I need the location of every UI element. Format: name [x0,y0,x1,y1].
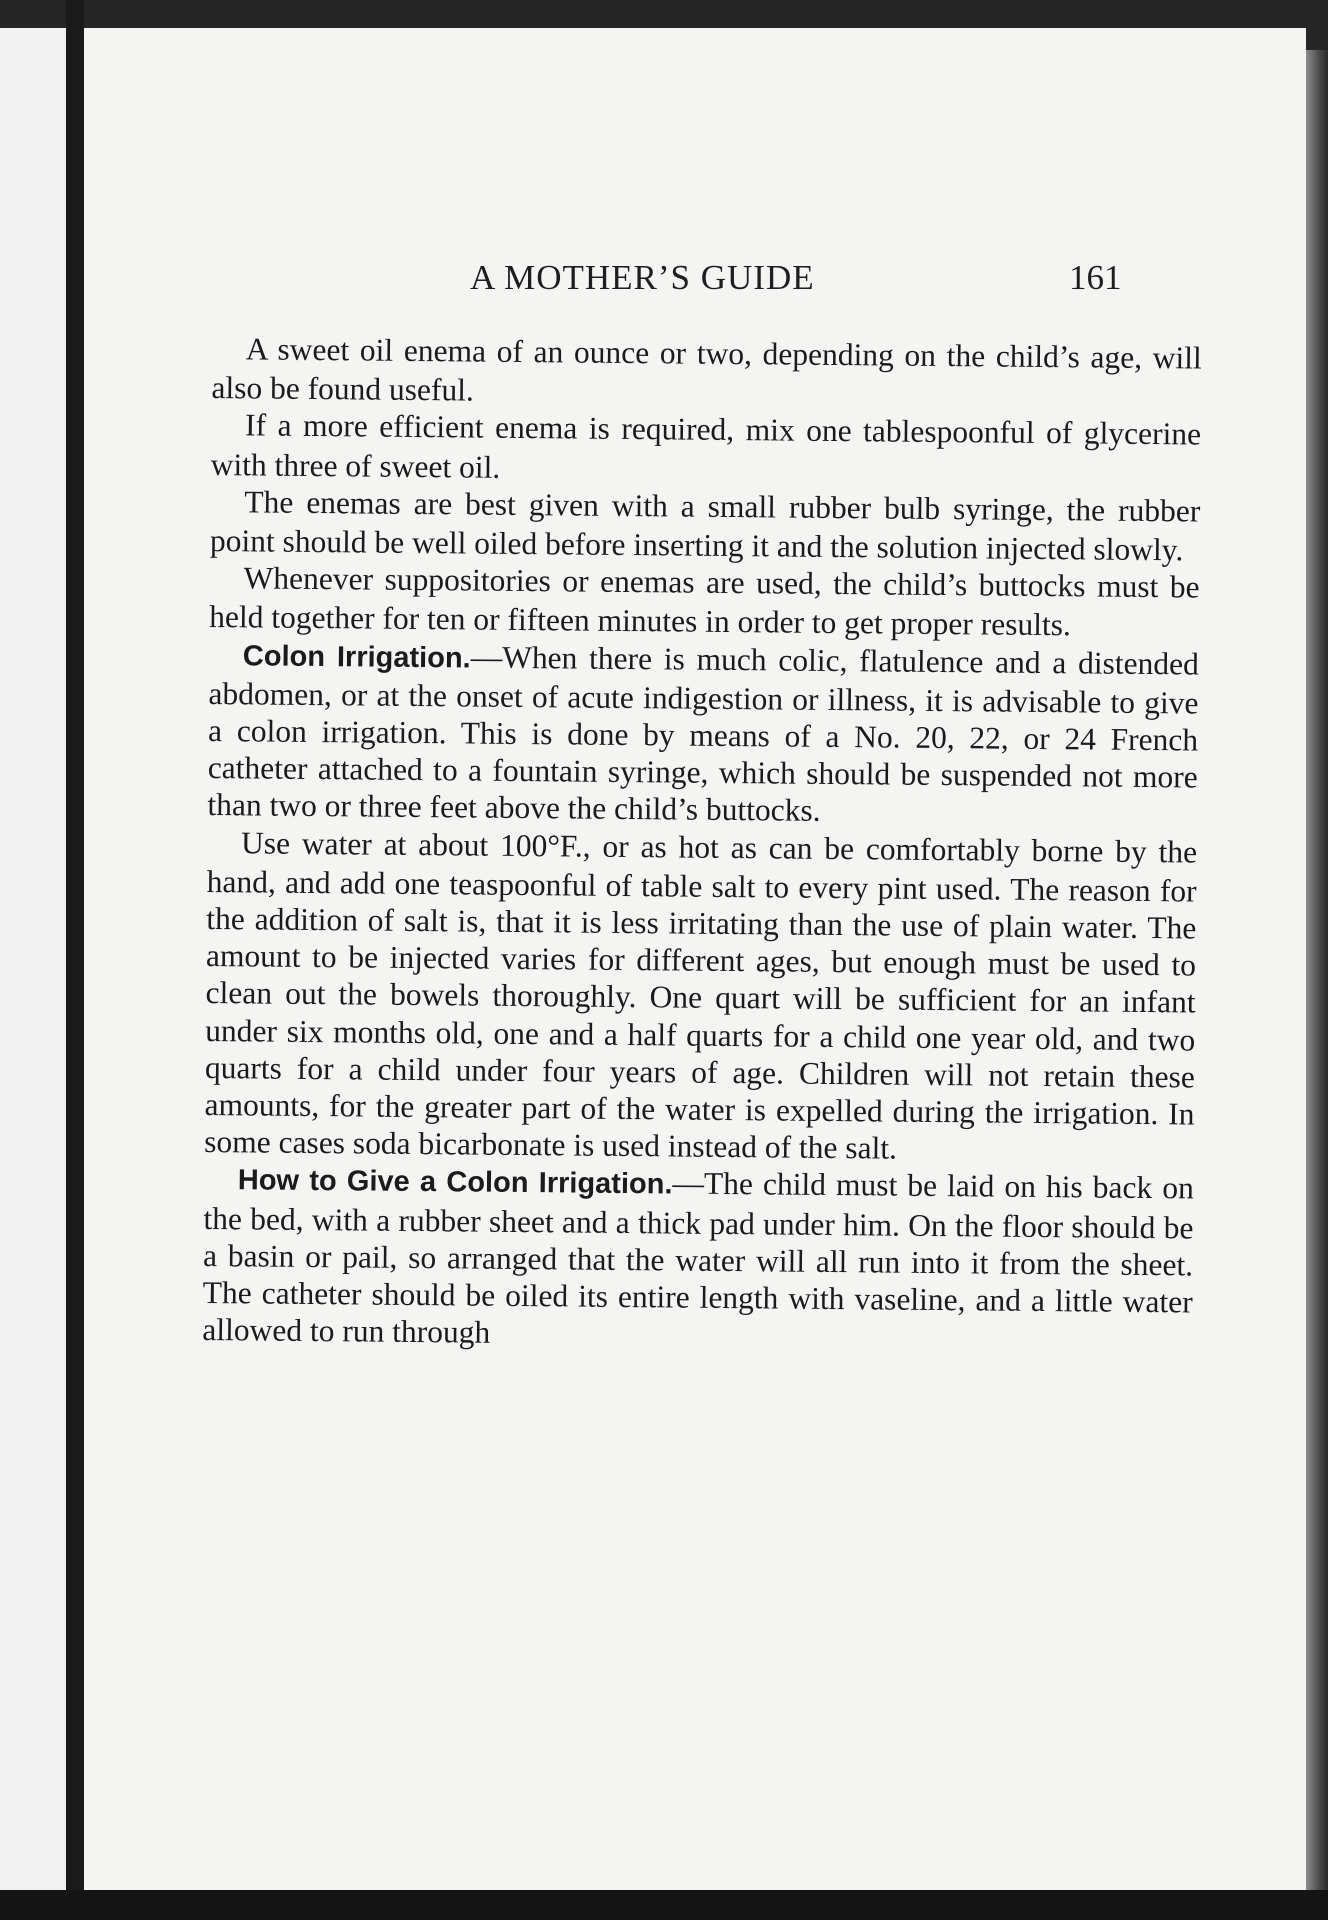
paragraph [211,330,1202,416]
paragraph [210,483,1201,569]
paragraph-heading: Colon Irrigation. [242,639,471,675]
running-head: A MOTHER’S GUIDE [470,258,815,297]
paragraph-text: If a more efficient enema is required, mix one tablespoonful of glycerine with three of sweet oil. [210,407,1202,485]
book-page [84,28,1306,1890]
paragraph-heading: How to Give a Colon Irrigation. [237,1164,673,1201]
scan-bottom-border [0,1890,1328,1920]
paragraph-text: —The child must be laid on his back on the bed, with a rubber sheet and a thick pad under him. On the floor should be a basin or pail, so arranged that the water will all run into it from the sheet. The catheter should be oiled its entire length with vaseline, and a little water allowed to run through [202,1165,1194,1350]
facing-page-edge [0,28,66,1890]
book-gutter [66,0,84,1920]
paragraph [204,824,1197,1170]
paragraph-text: A sweet oil enema of an ounce or two, depending on the child’s age, will also be found useful. [211,331,1202,408]
paragraph-text: Whenever suppositories or enemas are used, the child’s buttocks must be held together for ten or fifteen minutes in order to get proper results. [209,560,1200,643]
paragraph-text: Use water at about 100°F., or as hot as can be comfortably borne by the hand, and add one teaspoonful of table salt to every pint used. The reason for the addition of salt is, that it is less irritating than the use of plain water. The amount to be injected varies for different ages, but enough must be used to clean out the bowels thoroughly. One quart will be sufficient for an infant under six months old, one and a half quarts for a child one year old, and two quarts for a child under four years of age. Children will not retain these amounts, for the greater part of the water is expelled during the irrigation. In some cases soda bicarbonate is used instead of the salt. [204,824,1198,1166]
paragraph-colon-irrigation [207,636,1199,834]
paragraph [209,559,1200,645]
page-header [84,258,1306,308]
page-number: 161 [1069,258,1122,297]
paragraph [211,406,1202,492]
page-stack-edge [1306,50,1328,1890]
paragraph-text: The enemas are best given with a small rubber bulb syringe, the rubber point should be well oiled before inserting it and the solution injected slowly. [209,484,1201,568]
paragraph-text: —When there is much colic, flatulence and a distended abdomen, or at the onset of acute indigestion or illness, it is advisable to give a colon irrigation. This is done by means of a No. 20, 22, or 24 French catheter attached to a fountain syringe, which should be suspended not more than two or three feet above the child’s buttocks. [207,639,1200,829]
paragraph-how-to-give [202,1160,1194,1358]
body-text [202,330,1202,1358]
